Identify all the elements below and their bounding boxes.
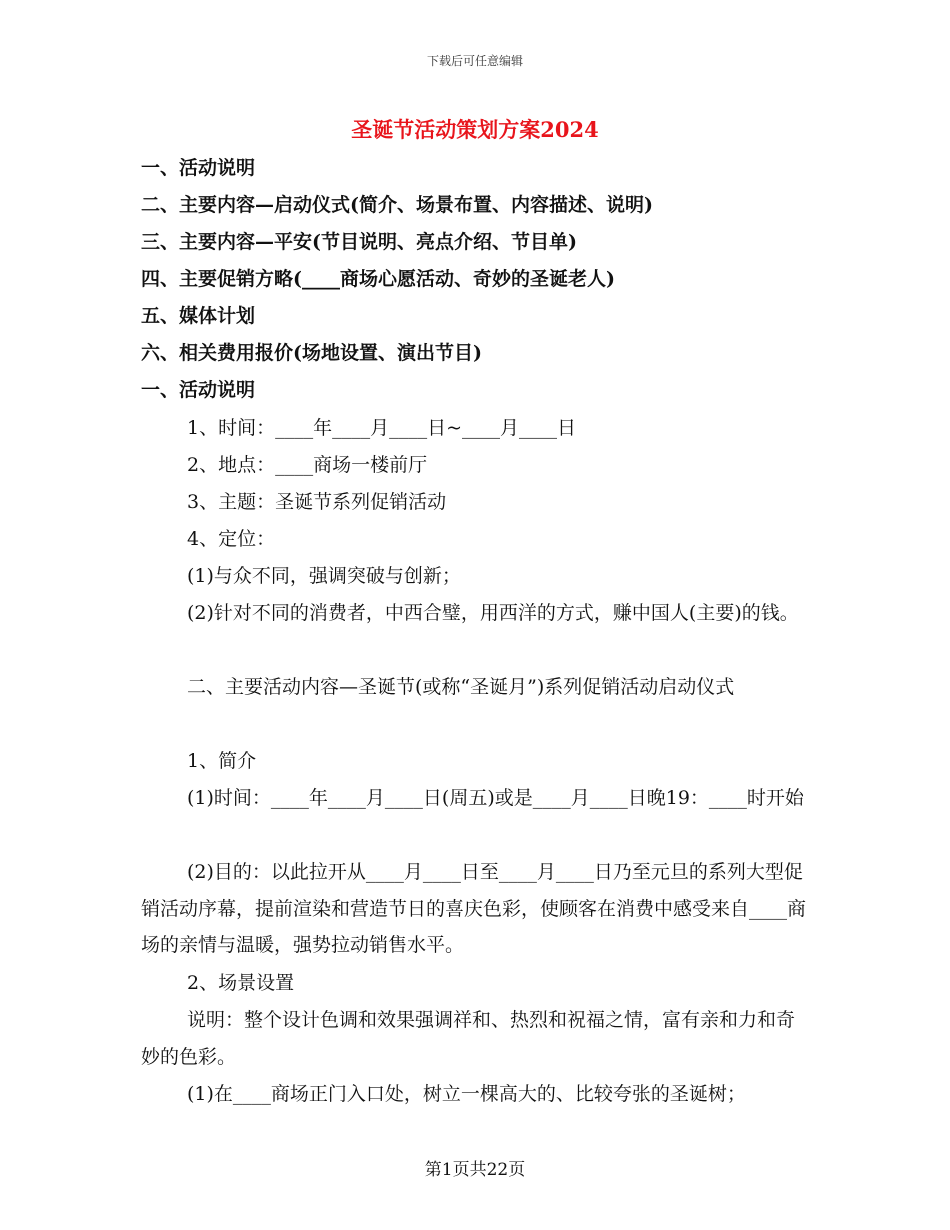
paragraph-positioning-1: (1)与众不同，强调突破与创新； [187, 565, 461, 587]
paragraph-intro-time: (1)时间：____年____月____日(周五)或是____月____日晚19：____时开始 [187, 787, 804, 809]
paragraph-positioning-2: (2)针对不同的消费者，中西合璧，用西洋的方式，赚中国人(主要)的钱。 [187, 602, 799, 624]
paragraph-scene-1: (1)在____商场正门入口处，树立一棵高大的、比较夸张的圣诞树； [187, 1083, 746, 1105]
paragraph-positioning: 4、定位： [187, 528, 276, 550]
paragraph-time: 1、时间：____年____月____日~____月____日 [187, 417, 577, 439]
section-heading-2: 二、主要活动内容—圣诞节(或称“圣诞月”)系列促销活动启动仪式 [187, 676, 735, 698]
subheading-intro: 1、简介 [187, 750, 257, 772]
toc-item-5: 五、媒体计划 [141, 305, 256, 327]
toc-item-1: 一、活动说明 [141, 157, 256, 179]
section-heading-1: 一、活动说明 [141, 379, 256, 401]
toc-item-3: 三、主要内容—平安(节目说明、亮点介绍、节目单) [141, 231, 577, 253]
document-title: 圣诞节活动策划方案2024 [351, 117, 599, 142]
paragraph-intro-purpose: (2)目的：以此拉开从____月____日至____月____日乃至元旦的系列大型促销活动序幕，提前渲染和营造节日的喜庆色彩，使顾客在消费中感受来自____商场的亲情与温暖，强势拉动销售水平。 [141, 861, 807, 956]
toc-item-6: 六、相关费用报价(场地设置、演出节目) [141, 342, 482, 364]
paragraph-location: 2、地点：____商场一楼前厅 [187, 454, 428, 476]
page-footer: 第1页共22页 [424, 1160, 526, 1180]
subheading-scene: 2、场景设置 [187, 972, 295, 994]
paragraph-scene-note: 说明：整个设计色调和效果强调祥和、热烈和祝福之情，富有亲和力和奇妙的色彩。 [141, 1009, 796, 1068]
page-header: 下载后可任意编辑 [426, 54, 523, 68]
paragraph-theme: 3、主题：圣诞节系列促销活动 [187, 491, 447, 513]
toc-item-4: 四、主要促销方略(____商场心愿活动、奇妙的圣诞老人) [141, 268, 615, 290]
toc-item-2: 二、主要内容—启动仪式(简介、场景布置、内容描述、说明) [141, 194, 653, 216]
